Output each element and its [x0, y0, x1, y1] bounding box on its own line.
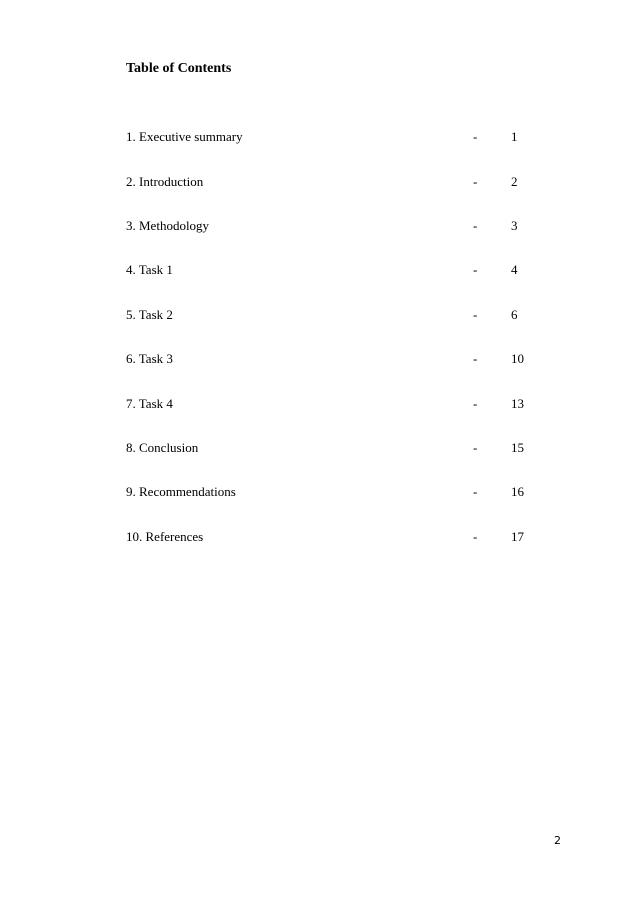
toc-entry	[0, 439, 638, 457]
toc-entry-label: 5. Task 2	[126, 307, 173, 322]
toc-entry-label: 2. Introduction	[126, 174, 204, 189]
toc-entry-page: 16	[511, 484, 524, 499]
toc-entry	[0, 261, 638, 279]
toc-entry	[0, 350, 638, 368]
toc-title: Table of Contents	[126, 61, 232, 76]
toc-entry-separator: -	[473, 351, 478, 366]
toc-entry-label: 10. References	[126, 529, 204, 544]
toc-entry-page: 2	[511, 174, 518, 189]
toc-entry-label: 9. Recommendations	[126, 484, 236, 499]
toc-entry-separator: -	[473, 262, 478, 277]
toc-entry-page: 13	[511, 396, 524, 411]
toc-entry-page: 3	[511, 218, 518, 233]
toc-entry-separator: -	[473, 174, 478, 189]
toc-entry-page: 6	[511, 307, 518, 322]
toc-entry-separator: -	[473, 307, 478, 322]
toc-entry-page: 17	[511, 529, 524, 544]
toc-entry	[0, 173, 638, 191]
toc-entry-page: 15	[511, 440, 524, 455]
toc-entry-separator: -	[473, 440, 478, 455]
toc-entry-label: 3. Methodology	[126, 218, 210, 233]
toc-entry	[0, 306, 638, 324]
toc-entry-separator: -	[473, 218, 478, 233]
toc-entry-page: 10	[511, 351, 524, 366]
toc-entry-separator: -	[473, 129, 478, 144]
toc-entry-separator: -	[473, 529, 478, 544]
toc-entry	[0, 217, 638, 235]
toc-entry-label: 7. Task 4	[126, 396, 173, 411]
toc-entry	[0, 395, 638, 413]
toc-entry-separator: -	[473, 396, 478, 411]
toc-entry	[0, 128, 638, 146]
toc-entry	[0, 528, 638, 546]
toc-entry	[0, 483, 638, 501]
footer-page-number: 2	[554, 834, 561, 847]
toc-entry-label: 8. Conclusion	[126, 440, 199, 455]
toc-entry-page: 1	[511, 129, 518, 144]
toc-entry-label: 6. Task 3	[126, 351, 173, 366]
toc-entry-label: 1. Executive summary	[126, 129, 243, 144]
toc-entry-label: 4. Task 1	[126, 262, 173, 277]
toc-entry-separator: -	[473, 484, 478, 499]
toc-entry-page: 4	[511, 262, 518, 277]
